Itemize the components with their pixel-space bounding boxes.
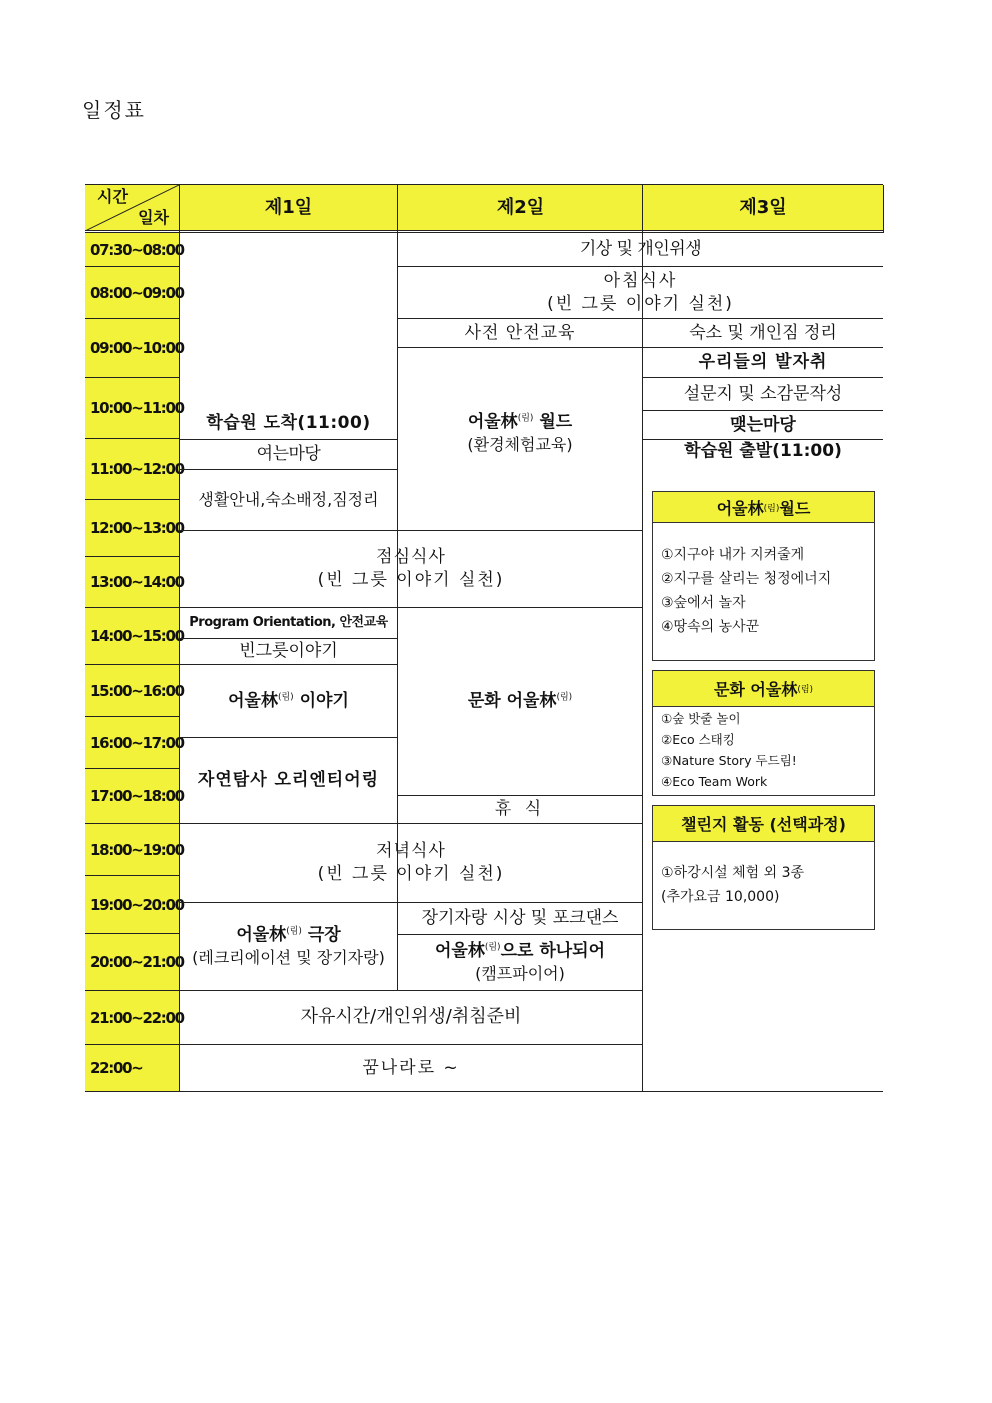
world-main: 어울林 bbox=[467, 411, 518, 432]
theater-suffix: 극장 bbox=[301, 925, 341, 946]
story-suffix: 이야기 bbox=[293, 690, 349, 711]
corner-time-label: 시간 bbox=[97, 187, 128, 206]
cell-depart: 학습원 출발(11:00) bbox=[684, 440, 842, 461]
corner-diagonal bbox=[85, 185, 179, 231]
side-world-title-main: 어울林 bbox=[716, 498, 764, 518]
list-item: (추가요금 10,000) bbox=[661, 889, 780, 905]
cell-pre-safety: 사전 안전교육 bbox=[464, 322, 576, 343]
theater-sub: (레크리에이션 및 장기자랑) bbox=[192, 948, 385, 968]
time-slot: 07:30~08:00 bbox=[90, 240, 184, 259]
list-item: ①지구야 내가 지켜줄게 bbox=[661, 547, 805, 563]
cell-rest: 휴 식 bbox=[494, 799, 546, 820]
side-box-challenge bbox=[652, 805, 875, 930]
theater-sup: (림) bbox=[286, 926, 302, 937]
time-slot: 08:00~09:00 bbox=[90, 283, 184, 302]
corner-header bbox=[85, 185, 179, 231]
story-main: 어울林 bbox=[228, 690, 278, 711]
lunch-label: 점심식사 bbox=[376, 547, 446, 568]
story-sup: (림) bbox=[277, 691, 294, 702]
side-culture-title-main: 문화 어울林 bbox=[713, 680, 798, 699]
theater-main: 어울林 bbox=[236, 925, 287, 946]
cell-orientation: 생활안내,숙소배정,짐정리 bbox=[198, 490, 379, 510]
breakfast-note: (빈 그릇 이야기 실천) bbox=[547, 293, 734, 314]
dinner-label: 저녁식사 bbox=[376, 841, 446, 862]
together-sup: (림) bbox=[484, 942, 501, 953]
culture-main: 문화 어울林 bbox=[467, 691, 557, 712]
time-slot: 15:00~16:00 bbox=[90, 681, 184, 700]
time-slot: 20:00~21:00 bbox=[90, 953, 184, 972]
cell-opening: 여는마당 bbox=[256, 444, 321, 465]
lunch-note: (빈 그릇 이야기 실천) bbox=[317, 570, 505, 590]
list-item: ①하강시설 체험 외 3종 bbox=[661, 865, 805, 881]
side-box-challenge-list bbox=[661, 861, 870, 909]
cell-theater bbox=[180, 903, 397, 990]
corner-day-label: 일차 bbox=[138, 208, 169, 228]
cell-luggage: 숙소 및 개인짐 정리 bbox=[689, 322, 837, 343]
time-slot: 12:00~13:00 bbox=[90, 519, 184, 538]
time-slot: 10:00~11:00 bbox=[90, 399, 184, 418]
cell-free-time: 자유시간/개인위생/취침준비 bbox=[300, 1006, 522, 1028]
time-slot: 13:00~14:00 bbox=[90, 573, 184, 592]
side-box-culture-list bbox=[661, 708, 870, 792]
list-item: ④Eco Team Work bbox=[661, 774, 768, 789]
page-title: 일정표 bbox=[82, 98, 146, 122]
together-sub: (캠프파이어) bbox=[475, 964, 565, 984]
time-slot: 16:00~17:00 bbox=[90, 733, 184, 752]
cell-our-footprints: 우리들의 발자취 bbox=[698, 352, 828, 373]
cell-survey: 설문지 및 소감문작성 bbox=[683, 383, 843, 404]
cell-closing: 맺는마당 bbox=[730, 414, 796, 435]
time-slot: 14:00~15:00 bbox=[90, 627, 184, 646]
world-suffix: 월드 bbox=[533, 411, 573, 432]
side-culture-title-sup: (림) bbox=[797, 685, 814, 695]
time-slot: 21:00~22:00 bbox=[90, 1008, 184, 1027]
cell-lunch bbox=[180, 531, 642, 607]
list-item: ②Eco 스태킹 bbox=[661, 732, 735, 747]
world-sup: (림) bbox=[517, 413, 534, 424]
cell-arrive: 학습원 도착(11:00) bbox=[206, 412, 371, 433]
list-item: ④땅속의 농사꾼 bbox=[661, 619, 760, 635]
cell-world bbox=[398, 400, 642, 466]
cell-culture bbox=[398, 608, 642, 795]
time-slot: 11:00~12:00 bbox=[90, 460, 184, 479]
cell-orienteering: 자연탐사 오리엔티어링 bbox=[197, 770, 380, 791]
header-day2: 제2일 bbox=[398, 185, 643, 231]
side-world-title-suffix: 월드 bbox=[779, 498, 811, 518]
together-main: 어울林 bbox=[434, 941, 485, 962]
together-suffix: 으로 하나되어 bbox=[500, 941, 606, 962]
list-item: ②지구를 살리는 청정에너지 bbox=[661, 571, 832, 587]
list-item: ③숲에서 놀자 bbox=[661, 595, 746, 611]
culture-sup: (림) bbox=[556, 692, 573, 703]
dinner-note: (빈 그릇 이야기 실천) bbox=[317, 864, 505, 884]
cell-dreamland: 꿈나라로 ~ bbox=[362, 1057, 460, 1078]
cell-empty-bowl-story: 빈그릇이야기 bbox=[239, 641, 338, 662]
cell-story bbox=[180, 665, 397, 737]
side-box-world-title bbox=[653, 492, 874, 523]
side-box-culture-title bbox=[653, 671, 874, 707]
list-item: ①숲 밧줄 놀이 bbox=[661, 711, 741, 726]
time-slot: 22:00~ bbox=[90, 1059, 143, 1078]
time-slot: 09:00~10:00 bbox=[90, 339, 184, 358]
side-box-world-list bbox=[661, 543, 870, 639]
side-box-challenge-title: 챌린지 활동 (선택과정) bbox=[653, 806, 874, 842]
time-slot: 19:00~20:00 bbox=[90, 895, 184, 914]
header-day3: 제3일 bbox=[643, 185, 883, 231]
list-item: ③Nature Story 두드림! bbox=[661, 753, 797, 768]
time-slot: 18:00~19:00 bbox=[90, 840, 184, 859]
header-day1: 제1일 bbox=[179, 185, 398, 231]
cell-breakfast bbox=[398, 267, 883, 318]
cell-program-orientation: Program Orientation, 안전교육 bbox=[189, 615, 388, 631]
breakfast-label: 아침식사 bbox=[603, 270, 678, 291]
cell-talent-show: 장기자랑 시상 및 포크댄스 bbox=[421, 908, 619, 929]
cell-dinner bbox=[180, 824, 642, 902]
side-world-title-sup: (림) bbox=[763, 503, 780, 514]
cell-together bbox=[398, 935, 642, 990]
cell-wash-morning: 기상 및 개인위생 bbox=[579, 239, 702, 260]
world-sub: (환경체험교육) bbox=[467, 434, 573, 454]
time-slot: 17:00~18:00 bbox=[90, 787, 184, 806]
side-box-world bbox=[652, 491, 875, 661]
side-box-culture bbox=[652, 670, 875, 796]
